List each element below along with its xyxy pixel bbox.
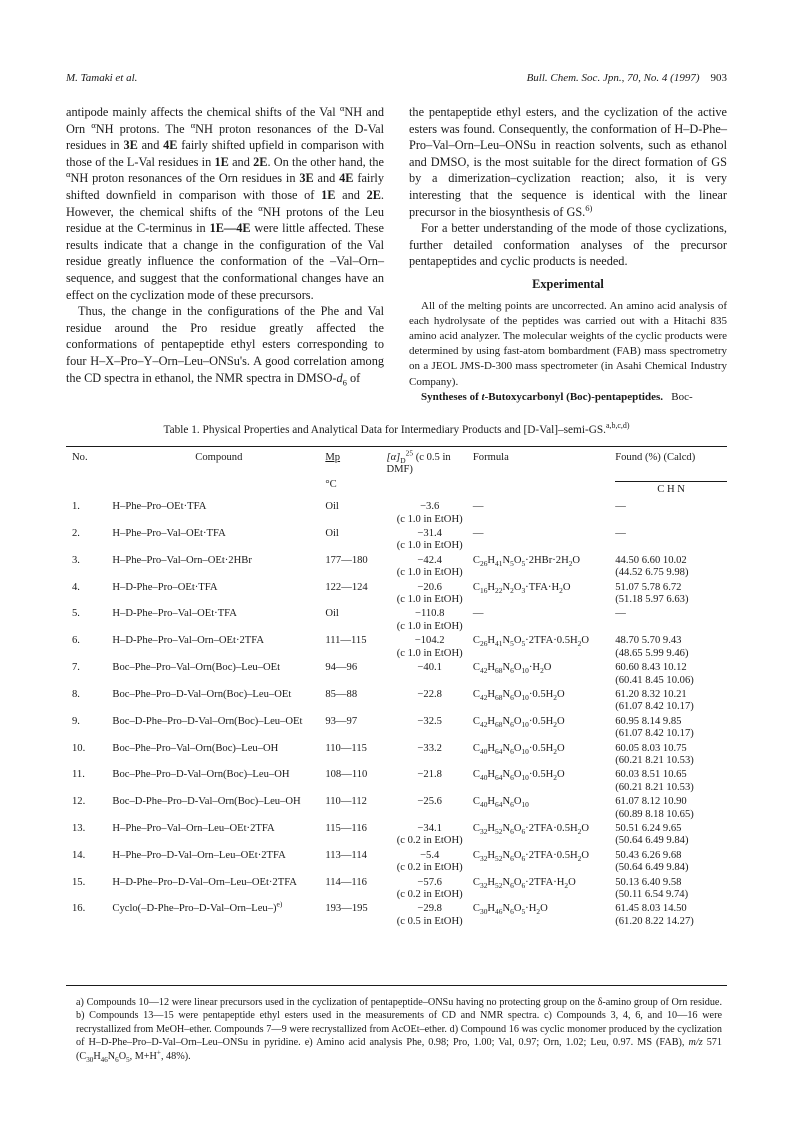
- col-header-compound: Compound: [195, 452, 243, 463]
- left-paragraph-2: Thus, the change in the configurations of the Phe and Val residue around the Pro residue greatly affected the conformations of pentapeptide ethyl esters corresponding to four H–X–Pro–Y–Orn–Leu–ONSu's. A good correlation among the CD spectra in ethanol, the NMR spectra in DMSO-$d_6$ of: [66, 304, 384, 387]
- row-no: 5.: [72, 608, 80, 620]
- experimental-paragraph: All of the melting points are uncorrected. An amino acid analysis of each hydrolysate of the peptides was carried out with a Hitachi 835 amino acid analyzer. The molecular weights of the cyclic products were determined by using fast-atom bombardment (FAB) mass spectrometry on a JEOL JMS-D-300 mass spectrometer (in Asahi Chemical Industry Company).: [409, 299, 727, 388]
- row-no: 6.: [72, 635, 80, 647]
- left-column: [66, 104, 384, 386]
- row-mp: Oil: [325, 608, 339, 620]
- row-rotation: −25.6: [417, 796, 442, 808]
- row-no: 2.: [72, 528, 80, 540]
- row-formula: —: [472, 528, 484, 540]
- row-formula: $C_{26}H_{41}N_5O_5\cdot 2HBr\cdot 2H_2O$: [472, 554, 581, 568]
- row-formula: $C_{32}H_{52}N_6O_6\cdot 2TFA\cdot H_2O$: [472, 876, 576, 890]
- row-compound: $Cyclo(-D-Phe-Pro-D-Val-Orn-Leu-)^{e)}$: [112, 899, 283, 915]
- row-compound: Boc–D-Phe–Pro–D-Val–Orn(Boc)–Leu–OEt: [112, 715, 303, 727]
- row-compound: Boc–Phe–Pro–Val–Orn(Boc)–Leu–OEt: [112, 662, 281, 674]
- row-found: 60.60 8.43 10.12 (60.41 8.45 10.06): [615, 662, 694, 686]
- row-found: 44.50 6.60 10.02 (44.52 6.75 9.98): [615, 554, 689, 579]
- row-found: 61.07 8.12 10.90 (60.89 8.18 10.65): [615, 796, 694, 820]
- row-found: 60.05 8.03 10.75 (60.21 8.21 10.53): [615, 742, 694, 766]
- row-rotation: −22.8: [417, 688, 442, 700]
- table-row: [66, 553, 727, 580]
- table-bottom-rule: [66, 985, 727, 986]
- row-found: 60.95 8.14 9.85 (61.07 8.42 10.17): [615, 715, 694, 740]
- row-rotation: −104.2 (c 1.0 in EtOH): [396, 635, 463, 659]
- row-rotation: −40.1: [417, 662, 442, 674]
- row-no: 12.: [72, 796, 86, 808]
- row-mp: 108—110: [325, 769, 368, 781]
- row-compound: H–Phe–Pro–Val–OEt·TFA: [112, 528, 226, 540]
- table-row: [66, 794, 727, 821]
- row-no: 3.: [72, 554, 80, 566]
- table-row: [66, 848, 727, 875]
- row-mp: 110—112: [325, 796, 367, 808]
- table-caption: Table 1. Physical Properties and Analytical Data for Intermediary Products and [D-Val]–semi-GS.$^{a,b,c,d)}$: [163, 421, 630, 436]
- col-header-found: Found (%) (Calcd): [615, 452, 696, 463]
- row-mp: 94—96: [325, 662, 358, 674]
- header-page-number: 903: [710, 72, 727, 84]
- row-no: 16.: [72, 903, 86, 915]
- row-mp: 85—88: [325, 688, 358, 700]
- table-row: [66, 687, 727, 714]
- row-found: —: [615, 528, 626, 540]
- table-footnotes: a) Compounds 10—12 were linear precursors used in the cyclization of pentapeptide–ONSu having no protecting group on the δ-amino group of Orn residue. b) Compounds 13—15 were pentapeptide ethyl esters used in the measurements of CD and NMR spectra. c) Compounds 3, 4, 6, and 10—16 were recrystallized from MeOH–ether. Compounds 7—9 were recrystallized from AcOEt–ether. d) Compound 16 was cyclic monomer produced by the cyclization of H–D-Phe–Pro–D-Val–Orn–Leu–ONSu in pyridine. e) Amino acid analysis Phe, 0.98; Pro, 1.00; Val, 0.97; Orn, 1.02; Leu, 0.97. MS (FAB), m/z 571 ($C_{30}H_{46}N_6O_5$, M+H+, 48%).: [76, 997, 722, 1064]
- table-1: [66, 449, 727, 928]
- row-mp: 193—195: [325, 903, 368, 915]
- row-formula: $C_{30}H_{46}N_6O_5\cdot H_2O$: [472, 903, 548, 917]
- header-journal: Bull. Chem. Soc. Jpn.,: [526, 72, 625, 84]
- row-found: 50.51 6.24 9.65 (50.64 6.49 9.84): [615, 822, 689, 847]
- row-found: —: [615, 501, 626, 513]
- table-row: [66, 767, 727, 794]
- row-rotation: −42.4 (c 1.0 in EtOH): [396, 554, 463, 579]
- header-volume: 70, No. 4 (1997): [627, 72, 700, 84]
- table-row: [66, 580, 727, 607]
- col-header-rotation: $[\alpha]_D^{25}$ (c 0.5 in DMF): [386, 448, 451, 476]
- row-mp: 113—114: [325, 849, 367, 861]
- experimental-subheading: Syntheses of t-Butoxycarbonyl (Boc)-pentapeptides. Boc-: [421, 390, 693, 403]
- table-row: [66, 821, 727, 848]
- table-row: [66, 526, 727, 553]
- row-compound: H–Phe–Pro–Val–Orn–Leu–OEt·2TFA: [112, 822, 275, 834]
- row-compound: H–D-Phe–Pro–Val–OEt·TFA: [112, 608, 237, 620]
- row-formula: $C_{26}H_{41}N_5O_5\cdot 2TFA\cdot 0.5H_2O$: [472, 635, 590, 649]
- header-citation: [527, 72, 727, 84]
- row-no: 15.: [72, 876, 86, 888]
- row-rotation: −31.4 (c 1.0 in EtOH): [396, 528, 463, 552]
- row-found: 51.07 5.78 6.72 (51.18 5.97 6.63): [615, 581, 689, 606]
- right-paragraph-2: For a better understanding of the mode of those cyclizations, further detailed conformation analyses of the precursor pentapeptides and cyclic products is needed.: [409, 221, 727, 269]
- table-row: [66, 606, 727, 633]
- row-compound: Boc–Phe–Pro–Val–Orn(Boc)–Leu–OH: [112, 742, 279, 754]
- row-formula: $C_{32}H_{52}N_6O_6\cdot 2TFA\cdot 0.5H_2O$: [472, 849, 590, 863]
- row-formula: $C_{42}H_{68}N_6O_{10}\cdot 0.5H_2O$: [472, 715, 565, 729]
- row-rotation: −110.8 (c 1.0 in EtOH): [396, 608, 463, 632]
- row-no: 9.: [72, 715, 80, 727]
- row-compound: H–D-Phe–Pro–OEt·TFA: [112, 581, 218, 593]
- row-no: 10.: [72, 742, 86, 754]
- header-authors: M. Tamaki et al.: [66, 72, 138, 84]
- table-row: [66, 660, 727, 687]
- row-rotation: −5.4 (c 0.2 in EtOH): [396, 849, 463, 874]
- row-compound: Boc–D-Phe–Pro–D-Val–Orn(Boc)–Leu–OH: [112, 796, 301, 808]
- row-rotation: −57.6 (c 0.2 in EtOH): [396, 876, 463, 900]
- row-formula: $C_{42}H_{68}N_6O_{10}\cdot 0.5H_2O$: [472, 688, 565, 703]
- col-header-mp: Mp: [325, 452, 341, 463]
- row-no: 7.: [72, 662, 80, 674]
- col-unit-mp: °C: [325, 478, 337, 490]
- row-compound: H–D-Phe–Pro–D-Val–Orn–Leu–OEt·2TFA: [112, 876, 297, 888]
- row-mp: Oil: [325, 501, 339, 513]
- row-rotation: −34.1 (c 0.2 in EtOH): [396, 822, 463, 847]
- row-found: 50.43 6.26 9.68 (50.64 6.49 9.84): [615, 849, 689, 874]
- row-compound: Boc–Phe–Pro–D-Val–Orn(Boc)–Leu–OH: [112, 769, 290, 781]
- row-no: 1.: [72, 501, 80, 513]
- row-rotation: −33.2: [417, 742, 442, 754]
- row-mp: 122—124: [325, 581, 368, 593]
- table-unit-row: [66, 479, 727, 499]
- running-header: [66, 72, 727, 88]
- row-mp: 110—115: [325, 742, 367, 754]
- row-mp: 93—97: [325, 715, 358, 727]
- row-found: 50.13 6.40 9.58 (50.11 6.54 9.74): [615, 876, 689, 900]
- table-body: [66, 499, 727, 928]
- row-no: 14.: [72, 849, 86, 861]
- table-header-row: [66, 449, 727, 479]
- row-formula: $C_{40}H_{64}N_6O_{10}\cdot 0.5H_2O$: [472, 769, 565, 783]
- row-compound: H–Phe–Pro–D-Val–Orn–Leu–OEt·2TFA: [112, 849, 286, 861]
- row-formula: $C_{16}H_{22}N_2O_3\cdot TFA\cdot H_2O$: [472, 581, 571, 595]
- row-mp: 111—115: [325, 635, 367, 647]
- right-column: [409, 104, 727, 405]
- row-mp: 115—116: [325, 822, 367, 834]
- row-rotation: −29.8 (c 0.5 in EtOH): [396, 903, 463, 927]
- row-found: —: [615, 608, 626, 620]
- table-top-rule: [66, 446, 727, 447]
- table-row: [66, 499, 727, 526]
- row-rotation: −20.6 (c 1.0 in EtOH): [396, 581, 463, 606]
- left-paragraph-1: antipode mainly affects the chemical shifts of the Val $^\alpha$NH and Orn $^\alpha$NH protons. The $^\alpha$NH proton resonances of the D-Val residues in 3E and 4E fairly shifted upfield in comparison with those of the L-Val residues in 1E and 2E. On the other hand, the $^\alpha$NH proton resonances of the Orn residues in 3E and 4E fairly shifted downfield in comparison with those of 1E and 2E. However, the chemical shifts of the $^\alpha$NH protons of the Leu residue at the C-terminus in 1E—4E were little affected. These results indicate that a change in the configuration of the Val residue greatly influence the conformation of the –Val–Orn– sequence, and suggest that the conformational changes have an effect on the cyclization mode of these precursors.: [66, 102, 385, 302]
- row-found: 61.20 8.32 10.21 (61.07 8.42 10.17): [615, 688, 694, 713]
- row-formula: —: [472, 608, 484, 620]
- row-compound: H–Phe–Pro–Val–Orn–OEt·2HBr: [112, 554, 252, 566]
- row-formula: $C_{40}H_{64}N_6O_{10}$: [472, 796, 529, 810]
- row-compound: H–Phe–Pro–OEt·TFA: [112, 501, 207, 513]
- table-row: [66, 901, 727, 928]
- row-rotation: −32.5: [417, 715, 442, 727]
- col-header-formula: Formula: [472, 452, 509, 463]
- table-row: [66, 741, 727, 768]
- row-no: 11.: [72, 769, 85, 781]
- row-found: 60.03 8.51 10.65 (60.21 8.21 10.53): [615, 769, 694, 793]
- row-rotation: −3.6 (c 1.0 in EtOH): [396, 501, 463, 525]
- row-mp: Oil: [325, 528, 339, 540]
- table-row: [66, 714, 727, 741]
- row-formula: —: [472, 501, 484, 513]
- row-found: 48.70 5.70 9.43 (48.65 5.99 9.46): [615, 635, 689, 659]
- row-formula: $C_{42}H_{68}N_6O_{10}\cdot H_2O$: [472, 662, 552, 676]
- row-mp: 177—180: [325, 554, 368, 566]
- row-no: 8.: [72, 688, 80, 700]
- row-formula: $C_{40}H_{64}N_6O_{10}\cdot 0.5H_2O$: [472, 742, 565, 756]
- row-no: 4.: [72, 581, 80, 593]
- row-compound: Boc–Phe–Pro–D-Val–Orn(Boc)–Leu–OEt: [112, 688, 292, 700]
- table-row: [66, 875, 727, 902]
- col-header-no: No.: [72, 452, 88, 463]
- row-rotation: −21.8: [417, 769, 442, 781]
- col-unit-chn: C H N: [615, 479, 727, 499]
- row-mp: 114—116: [325, 876, 367, 888]
- row-formula: $C_{32}H_{52}N_6O_6\cdot 2TFA\cdot 0.5H_2O$: [472, 822, 590, 837]
- row-no: 13.: [72, 822, 86, 834]
- section-heading-experimental: Experimental: [532, 276, 604, 291]
- right-paragraph-1: the pentapeptide ethyl esters, and the cyclization of the active esters was found. Consequently, the conformation of H–D-Phe–Pro–Val–Orn–Leu–ONSu in reaction solvents, such as ethanol and DMSO, is the most suitable for the direct formation of GS by a dimerization–cyclization reaction; also, it is very interesting that the sequence is identical with the linear precursor in the biosynthesis of GS.$^{6)}$: [409, 105, 727, 219]
- row-compound: H–D-Phe–Pro–Val–Orn–OEt·2TFA: [112, 635, 265, 647]
- row-found: 61.45 8.03 14.50 (61.20 8.22 14.27): [615, 903, 694, 927]
- table-row: [66, 633, 727, 660]
